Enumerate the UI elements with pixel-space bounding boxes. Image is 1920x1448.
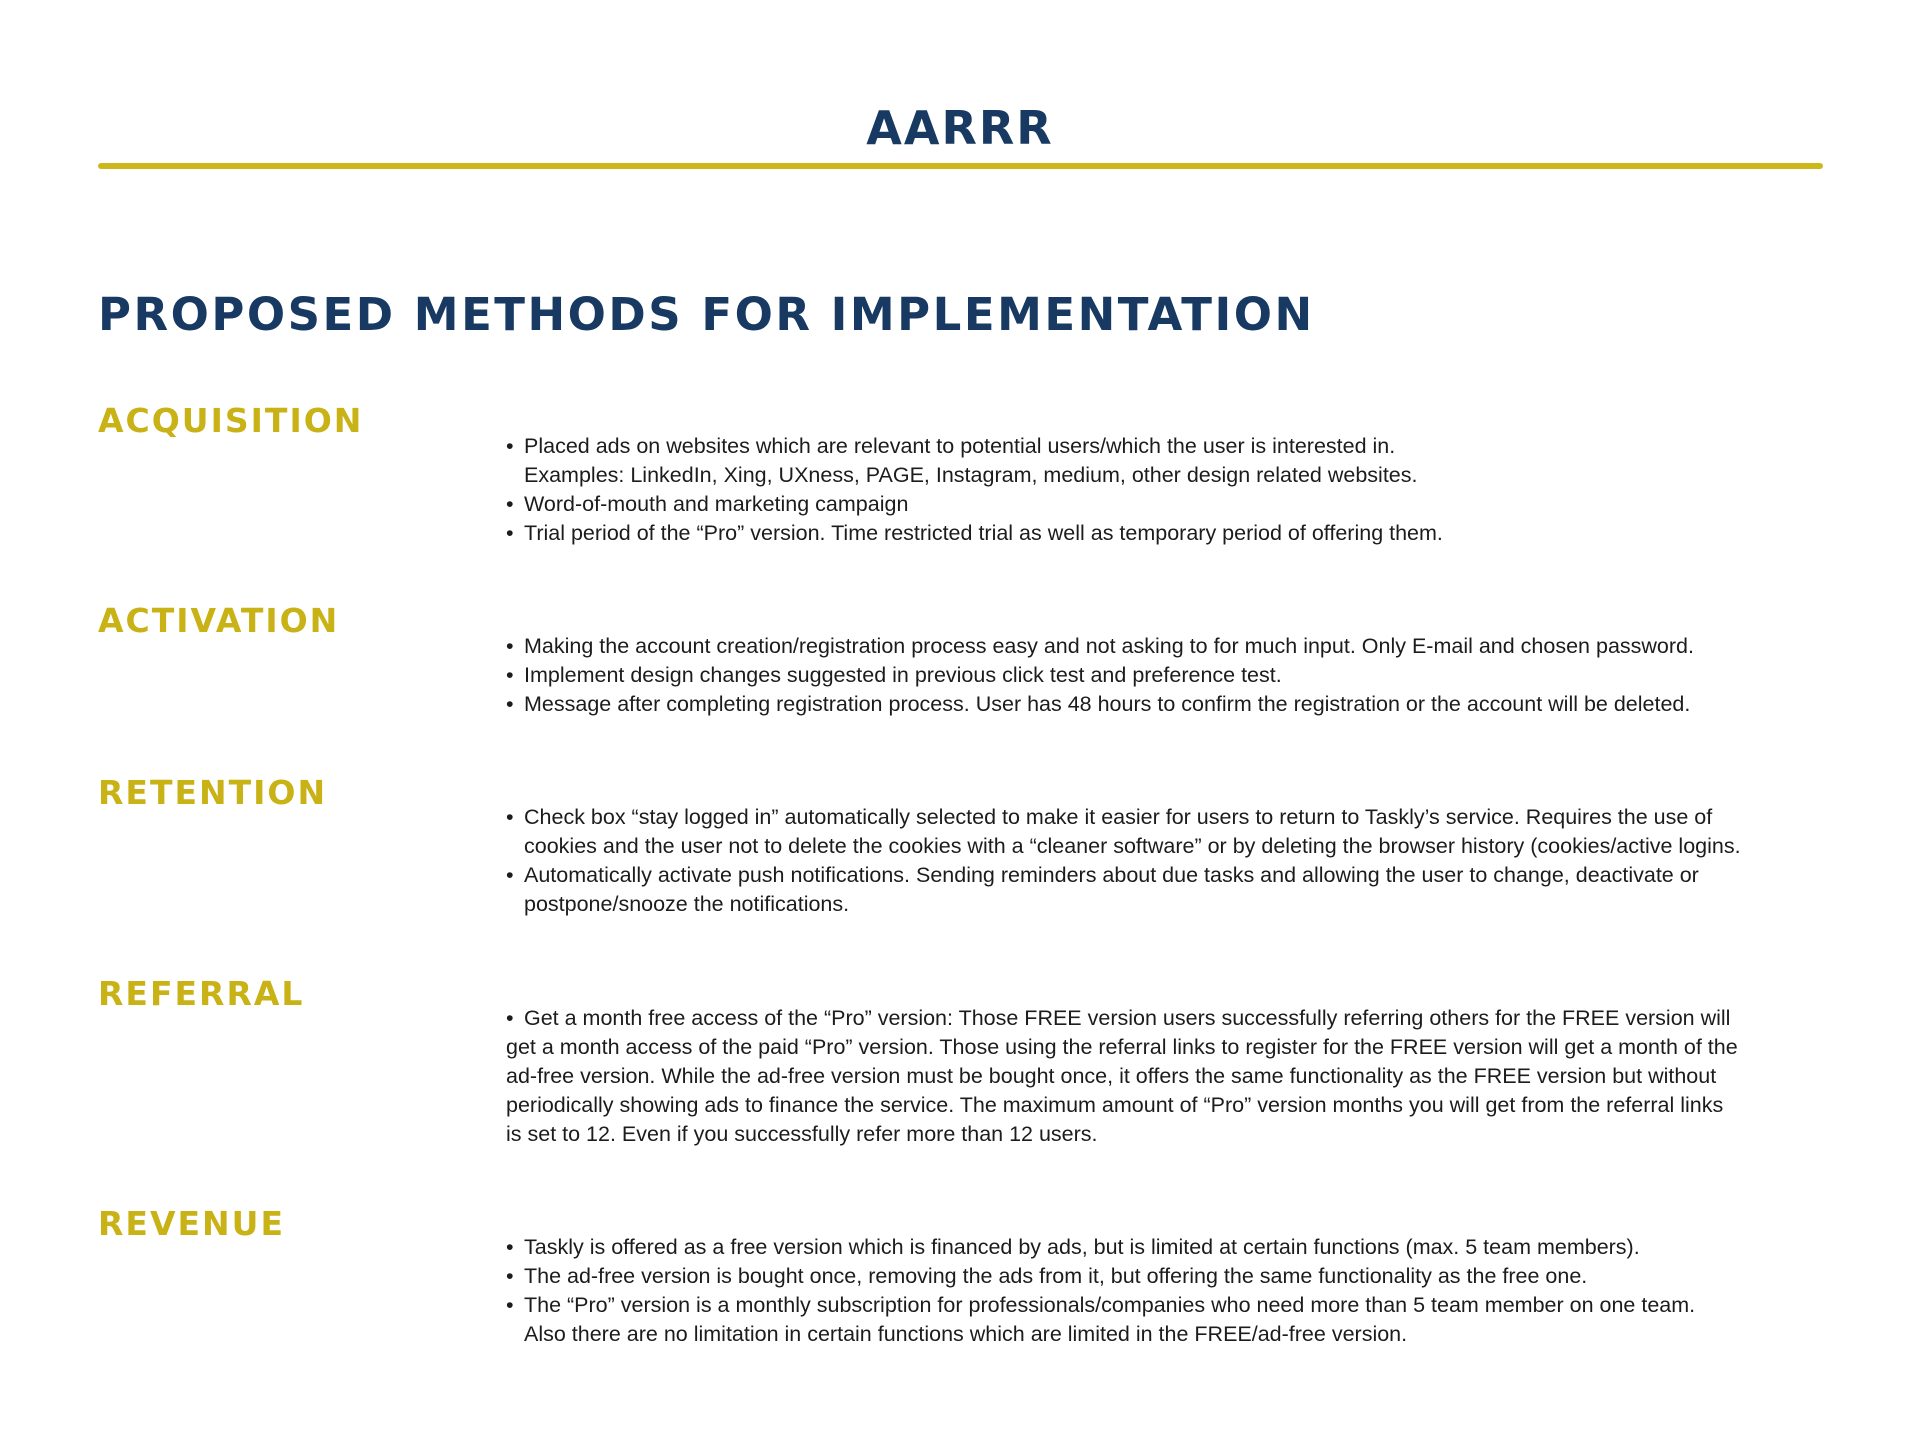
paragraph-line: ad-free version. While the ad-free version must be bought once, it offers the same functionality as the FREE version but without [506, 1064, 1717, 1088]
bullet-icon: • [506, 1235, 514, 1259]
bullet-icon: • [506, 1264, 514, 1288]
list-item: • Implement design changes suggested in previous click test and preference test. [506, 661, 1846, 690]
bullet-icon: • [506, 1006, 514, 1030]
referral-list [506, 1004, 1846, 1149]
section-heading: PROPOSED METHODS FOR IMPLEMENTATION [98, 288, 1315, 341]
activation-label: ACTIVATION [98, 601, 340, 640]
list-item: • Making the account creation/registration process easy and not asking to for much input. Only E-mail and chosen password. [506, 632, 1846, 661]
bullet-icon: • [506, 663, 514, 687]
bullet-icon: • [506, 634, 514, 658]
revenue-label: REVENUE [98, 1204, 285, 1243]
acquisition-list [506, 432, 1846, 548]
bullet-icon: • [506, 805, 514, 829]
list-item: • Message after completing registration process. User has 48 hours to confirm the registration or the account will be deleted. [506, 690, 1846, 719]
bullet-icon: • [506, 692, 514, 716]
list-item: • Trial period of the “Pro” version. Time restricted trial as well as temporary period of offering them. [506, 519, 1846, 548]
list-item-continuation: cookies and the user not to delete the cookies with a “cleaner software” or by deleting the browser history (cookies/active logins. [524, 834, 1741, 858]
list-item: • Taskly is offered as a free version which is financed by ads, but is limited at certain functions (max. 5 team members). [506, 1233, 1846, 1262]
retention-label: RETENTION [98, 773, 328, 812]
list-item: • The “Pro” version is a monthly subscription for professionals/companies who need more than 5 team member on one team. Also there are no limitation in certain functions which are limited in the FREE/ad-free version. [506, 1291, 1846, 1349]
list-item-continuation: postpone/snooze the notifications. [524, 892, 850, 916]
paragraph-line: is set to 12. Even if you successfully refer more than 12 users. [506, 1122, 1098, 1146]
referral-label: REFERRAL [98, 974, 305, 1013]
revenue-list [506, 1233, 1846, 1349]
list-item: • Placed ads on websites which are relevant to potential users/which the user is interested in. Examples: LinkedIn, Xing, UXness, PAGE, Instagram, medium, other design related websites. [506, 432, 1846, 490]
list-item: • Check box “stay logged in” automatically selected to make it easier for users to return to Taskly’s service. Requires the use of cookies and the user not to delete the cookies with a “cleaner software” or by deleting the browser history (cookies/active logins. [506, 803, 1846, 861]
list-item-continuation: Examples: LinkedIn, Xing, UXness, PAGE, Instagram, medium, other design related websites. [524, 463, 1418, 487]
paragraph-line: periodically showing ads to finance the service. The maximum amount of “Pro” version months you will get from the referral links [506, 1093, 1724, 1117]
page-title: AARRR [866, 101, 1054, 155]
list-item: • The ad-free version is bought once, removing the ads from it, but offering the same functionality as the free one. [506, 1262, 1846, 1291]
bullet-icon: • [506, 434, 514, 458]
list-item: • Automatically activate push notifications. Sending reminders about due tasks and allowing the user to change, deactivate or postpone/snooze the notifications. [506, 861, 1846, 919]
list-item-continuation: Also there are no limitation in certain functions which are limited in the FREE/ad-free version. [524, 1322, 1408, 1346]
title-underline [98, 163, 1823, 169]
activation-list [506, 632, 1846, 719]
retention-list [506, 803, 1846, 919]
bullet-icon: • [506, 863, 514, 887]
paragraph-line: get a month access of the paid “Pro” version. Those using the referral links to register for the FREE version will get a month of the [506, 1035, 1738, 1059]
bullet-icon: • [506, 492, 514, 516]
list-item: • Get a month free access of the “Pro” version: Those FREE version users successfully referring others for the FREE version will get a month access of the paid “Pro” version. Those using the referral links to register for the FREE version will get a month of the ad-free version. While the ad-free version must be bought once, it offers the same functionality as the FREE version but without periodically showing ads to finance the service. The maximum amount of “Pro” version months you will get from the referral links is set to 12. Even if you successfully refer more than 12 users. [506, 1004, 1846, 1149]
bullet-icon: • [506, 1293, 514, 1317]
list-item: • Word-of-mouth and marketing campaign [506, 490, 1846, 519]
bullet-icon: • [506, 521, 514, 545]
acquisition-label: ACQUISITION [98, 401, 364, 440]
